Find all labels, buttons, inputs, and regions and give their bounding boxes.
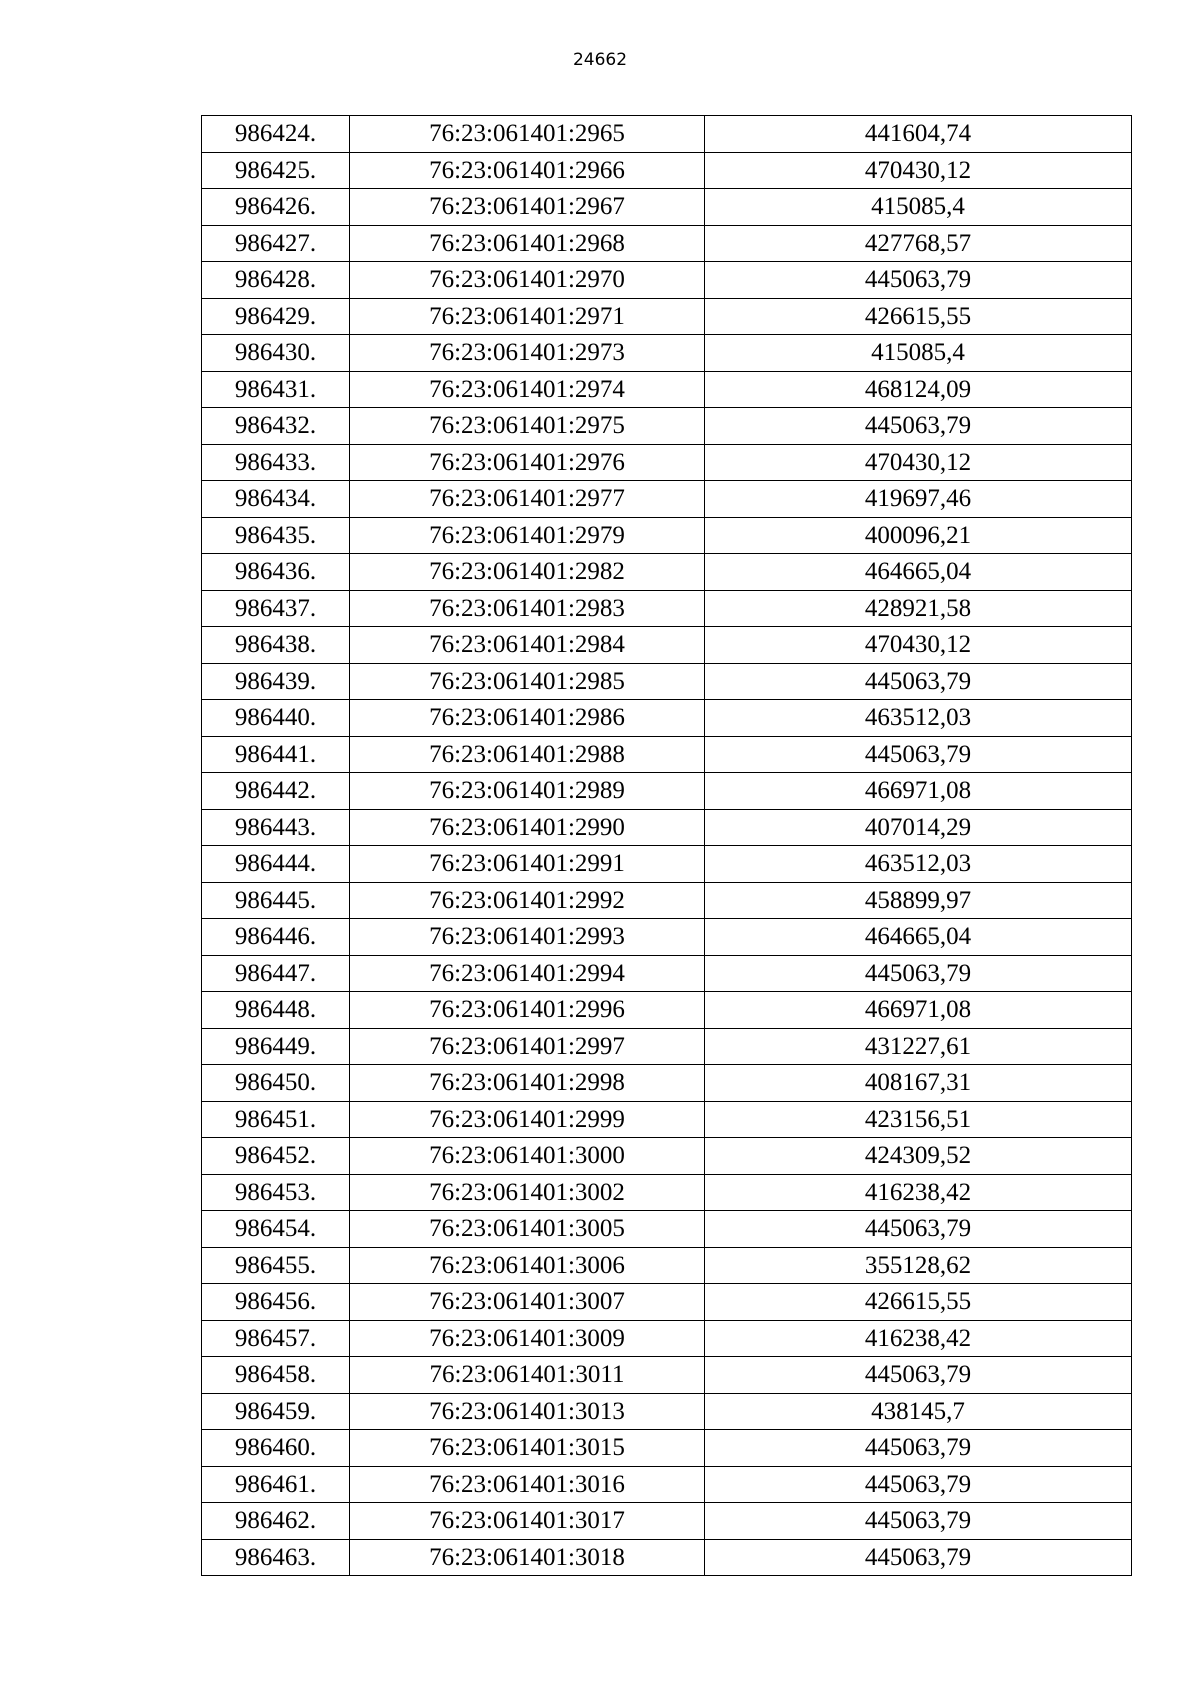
table-row	[202, 773, 1132, 810]
table-row	[202, 517, 1132, 554]
row-number-cell: 986453.	[202, 1174, 350, 1211]
row-number-cell: 986434.	[202, 481, 350, 518]
row-number-cell: 986435.	[202, 517, 350, 554]
table-row	[202, 335, 1132, 372]
cadastral-number-cell: 76:23:061401:2983	[350, 590, 705, 627]
cadastral-number-cell: 76:23:061401:2989	[350, 773, 705, 810]
cadastral-value-cell: 441604,74	[705, 116, 1132, 153]
row-number-cell: 986442.	[202, 773, 350, 810]
cadastral-value-cell: 466971,08	[705, 773, 1132, 810]
table-row	[202, 809, 1132, 846]
table-row	[202, 1174, 1132, 1211]
table-row	[202, 189, 1132, 226]
cadastral-number-cell: 76:23:061401:2996	[350, 992, 705, 1029]
cadastral-number-cell: 76:23:061401:2974	[350, 371, 705, 408]
row-number-cell: 986438.	[202, 627, 350, 664]
row-number-cell: 986452.	[202, 1138, 350, 1175]
cadastral-number-cell: 76:23:061401:3011	[350, 1357, 705, 1394]
table-row	[202, 992, 1132, 1029]
cadastral-value-cell: 445063,79	[705, 1466, 1132, 1503]
row-number-cell: 986460.	[202, 1430, 350, 1467]
row-number-cell: 986429.	[202, 298, 350, 335]
row-number-cell: 986436.	[202, 554, 350, 591]
table-row	[202, 627, 1132, 664]
row-number-cell: 986447.	[202, 955, 350, 992]
cadastral-number-cell: 76:23:061401:2967	[350, 189, 705, 226]
cadastral-value-cell: 445063,79	[705, 1539, 1132, 1576]
cadastral-value-cell: 445063,79	[705, 955, 1132, 992]
page-number: 24662	[572, 50, 628, 70]
cadastral-value-cell: 445063,79	[705, 408, 1132, 445]
cadastral-number-cell: 76:23:061401:3005	[350, 1211, 705, 1248]
table-row	[202, 1466, 1132, 1503]
row-number-cell: 986446.	[202, 919, 350, 956]
cadastral-number-cell: 76:23:061401:2985	[350, 663, 705, 700]
cadastral-number-cell: 76:23:061401:2994	[350, 955, 705, 992]
cadastral-number-cell: 76:23:061401:2966	[350, 152, 705, 189]
cadastral-value-cell: 428921,58	[705, 590, 1132, 627]
row-number-cell: 986440.	[202, 700, 350, 737]
row-number-cell: 986462.	[202, 1503, 350, 1540]
table-row	[202, 1028, 1132, 1065]
cadastral-value-cell: 424309,52	[705, 1138, 1132, 1175]
cadastral-number-cell: 76:23:061401:2975	[350, 408, 705, 445]
cadastral-value-cell: 416238,42	[705, 1320, 1132, 1357]
cadastral-number-cell: 76:23:061401:3016	[350, 1466, 705, 1503]
cadastral-number-cell: 76:23:061401:3000	[350, 1138, 705, 1175]
row-number-cell: 986454.	[202, 1211, 350, 1248]
cadastral-value-cell: 463512,03	[705, 700, 1132, 737]
cadastral-value-cell: 426615,55	[705, 1284, 1132, 1321]
cadastral-value-cell: 419697,46	[705, 481, 1132, 518]
table-row	[202, 444, 1132, 481]
cadastral-number-cell: 76:23:061401:3013	[350, 1393, 705, 1430]
cadastral-number-cell: 76:23:061401:2984	[350, 627, 705, 664]
cadastral-value-cell: 438145,7	[705, 1393, 1132, 1430]
cadastral-value-cell: 463512,03	[705, 846, 1132, 883]
table-row	[202, 700, 1132, 737]
table-row	[202, 1430, 1132, 1467]
cadastral-value-cell: 445063,79	[705, 1357, 1132, 1394]
table-row	[202, 408, 1132, 445]
table-row	[202, 371, 1132, 408]
cadastral-number-cell: 76:23:061401:3007	[350, 1284, 705, 1321]
row-number-cell: 986445.	[202, 882, 350, 919]
cadastral-value-cell: 415085,4	[705, 189, 1132, 226]
cadastral-value-cell: 466971,08	[705, 992, 1132, 1029]
cadastral-value-cell: 445063,79	[705, 1503, 1132, 1540]
table-row	[202, 1211, 1132, 1248]
cadastral-value-cell: 470430,12	[705, 444, 1132, 481]
cadastral-value-cell: 445063,79	[705, 1430, 1132, 1467]
cadastral-value-cell: 445063,79	[705, 1211, 1132, 1248]
table-row	[202, 1320, 1132, 1357]
table-row	[202, 590, 1132, 627]
row-number-cell: 986441.	[202, 736, 350, 773]
table-row	[202, 152, 1132, 189]
row-number-cell: 986443.	[202, 809, 350, 846]
cadastral-value-cell: 468124,09	[705, 371, 1132, 408]
row-number-cell: 986432.	[202, 408, 350, 445]
cadastral-value-cell: 415085,4	[705, 335, 1132, 372]
cadastral-value-cell: 464665,04	[705, 919, 1132, 956]
table-row	[202, 554, 1132, 591]
row-number-cell: 986444.	[202, 846, 350, 883]
cadastral-value-cell: 470430,12	[705, 152, 1132, 189]
row-number-cell: 986428.	[202, 262, 350, 299]
table-row	[202, 663, 1132, 700]
row-number-cell: 986458.	[202, 1357, 350, 1394]
cadastral-value-cell: 464665,04	[705, 554, 1132, 591]
table-row	[202, 1503, 1132, 1540]
cadastral-number-cell: 76:23:061401:2982	[350, 554, 705, 591]
row-number-cell: 986439.	[202, 663, 350, 700]
table-row	[202, 1138, 1132, 1175]
cadastral-number-cell: 76:23:061401:3009	[350, 1320, 705, 1357]
cadastral-number-cell: 76:23:061401:3017	[350, 1503, 705, 1540]
cadastral-number-cell: 76:23:061401:2968	[350, 225, 705, 262]
table-row	[202, 298, 1132, 335]
table-row	[202, 1539, 1132, 1576]
row-number-cell: 986433.	[202, 444, 350, 481]
cadastral-number-cell: 76:23:061401:2977	[350, 481, 705, 518]
cadastral-number-cell: 76:23:061401:3018	[350, 1539, 705, 1576]
table-row	[202, 846, 1132, 883]
cadastral-value-cell: 407014,29	[705, 809, 1132, 846]
table-row	[202, 262, 1132, 299]
row-number-cell: 986424.	[202, 116, 350, 153]
cadastral-value-cell: 400096,21	[705, 517, 1132, 554]
cadastral-value-cell: 408167,31	[705, 1065, 1132, 1102]
table-row	[202, 955, 1132, 992]
cadastral-value-cell: 423156,51	[705, 1101, 1132, 1138]
table-row	[202, 116, 1132, 153]
row-number-cell: 986448.	[202, 992, 350, 1029]
row-number-cell: 986461.	[202, 1466, 350, 1503]
row-number-cell: 986437.	[202, 590, 350, 627]
table-row	[202, 481, 1132, 518]
row-number-cell: 986427.	[202, 225, 350, 262]
cadastral-number-cell: 76:23:061401:2993	[350, 919, 705, 956]
row-number-cell: 986426.	[202, 189, 350, 226]
cadastral-number-cell: 76:23:061401:2970	[350, 262, 705, 299]
cadastral-value-cell: 445063,79	[705, 262, 1132, 299]
table-row	[202, 225, 1132, 262]
table-row	[202, 1357, 1132, 1394]
cadastral-value-cell: 470430,12	[705, 627, 1132, 664]
cadastral-number-cell: 76:23:061401:2992	[350, 882, 705, 919]
cadastral-number-cell: 76:23:061401:2997	[350, 1028, 705, 1065]
row-number-cell: 986463.	[202, 1539, 350, 1576]
cadastral-number-cell: 76:23:061401:3015	[350, 1430, 705, 1467]
row-number-cell: 986455.	[202, 1247, 350, 1284]
cadastral-value-cell: 355128,62	[705, 1247, 1132, 1284]
cadastral-value-cell: 427768,57	[705, 225, 1132, 262]
table-row	[202, 1393, 1132, 1430]
row-number-cell: 986425.	[202, 152, 350, 189]
row-number-cell: 986431.	[202, 371, 350, 408]
cadastral-number-cell: 76:23:061401:2979	[350, 517, 705, 554]
cadastral-number-cell: 76:23:061401:3006	[350, 1247, 705, 1284]
cadastral-number-cell: 76:23:061401:2965	[350, 116, 705, 153]
row-number-cell: 986456.	[202, 1284, 350, 1321]
cadastral-value-cell: 426615,55	[705, 298, 1132, 335]
row-number-cell: 986451.	[202, 1101, 350, 1138]
table-row	[202, 1101, 1132, 1138]
cadastral-value-cell: 431227,61	[705, 1028, 1132, 1065]
cadastral-number-cell: 76:23:061401:2971	[350, 298, 705, 335]
cadastral-value-cell: 445063,79	[705, 736, 1132, 773]
cadastral-number-cell: 76:23:061401:2991	[350, 846, 705, 883]
table-row	[202, 1065, 1132, 1102]
cadastral-number-cell: 76:23:061401:2990	[350, 809, 705, 846]
row-number-cell: 986459.	[202, 1393, 350, 1430]
cadastral-number-cell: 76:23:061401:3002	[350, 1174, 705, 1211]
table-row	[202, 919, 1132, 956]
cadastral-value-cell: 416238,42	[705, 1174, 1132, 1211]
table-row	[202, 882, 1132, 919]
cadastral-number-cell: 76:23:061401:2976	[350, 444, 705, 481]
cadastral-value-cell: 445063,79	[705, 663, 1132, 700]
cadastral-number-cell: 76:23:061401:2999	[350, 1101, 705, 1138]
table-row	[202, 736, 1132, 773]
cadastral-number-cell: 76:23:061401:2973	[350, 335, 705, 372]
cadastral-number-cell: 76:23:061401:2998	[350, 1065, 705, 1102]
table-row	[202, 1284, 1132, 1321]
row-number-cell: 986457.	[202, 1320, 350, 1357]
row-number-cell: 986449.	[202, 1028, 350, 1065]
table-body	[202, 116, 1132, 1576]
row-number-cell: 986450.	[202, 1065, 350, 1102]
table-row	[202, 1247, 1132, 1284]
cadastral-value-cell: 458899,97	[705, 882, 1132, 919]
row-number-cell: 986430.	[202, 335, 350, 372]
cadastral-value-table	[201, 115, 1132, 1576]
cadastral-number-cell: 76:23:061401:2988	[350, 736, 705, 773]
cadastral-number-cell: 76:23:061401:2986	[350, 700, 705, 737]
